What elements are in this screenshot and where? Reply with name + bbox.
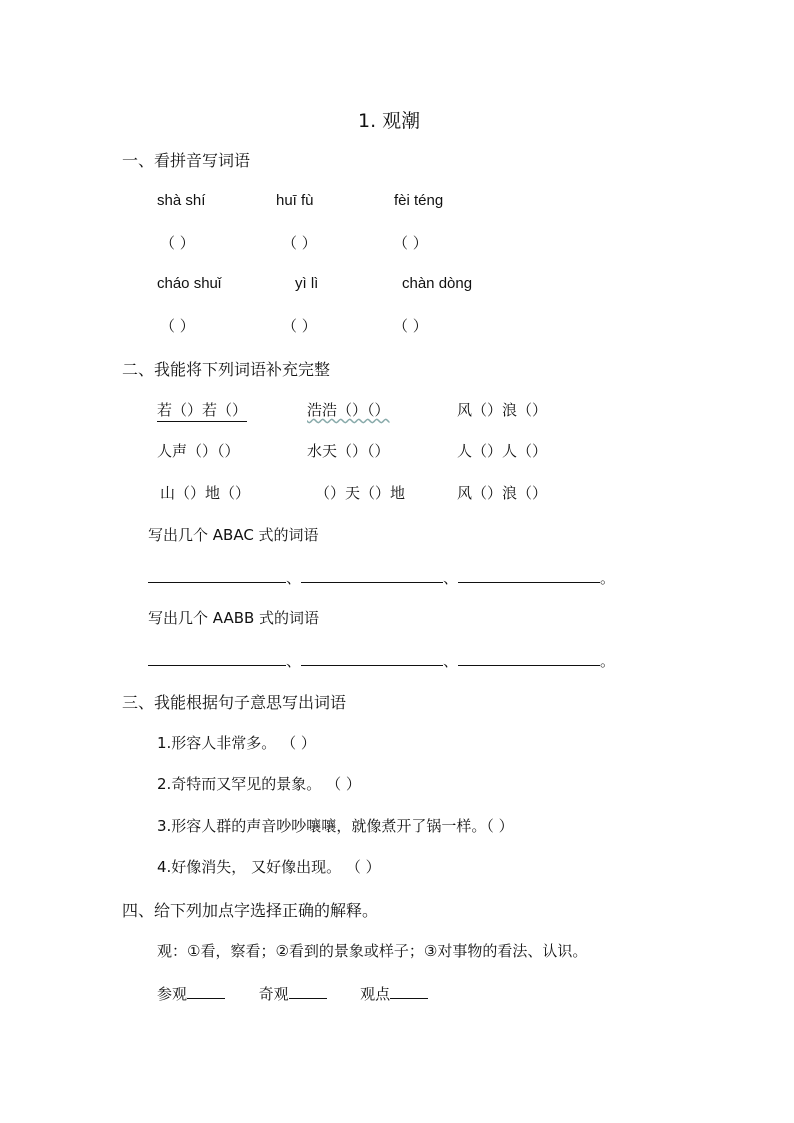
blank-line[interactable]: [289, 982, 327, 999]
section-3-heading: 三、我能根据句子意思写出词语: [122, 693, 347, 712]
abac-blanks: [148, 566, 615, 588]
blank-line[interactable]: [187, 982, 225, 999]
word-qiguan: 奇观: [258, 985, 289, 1003]
idiom-2[interactable]: 浩浩（）（）: [307, 401, 390, 419]
period: 。: [600, 652, 616, 670]
blank-line[interactable]: [390, 982, 428, 999]
idiom-7[interactable]: 山（）地（）: [160, 484, 251, 502]
pinyin-2: huī fù: [276, 192, 314, 209]
idiom-3[interactable]: 风（）浪（）: [457, 401, 548, 419]
answer-paren-2[interactable]: （ ）: [282, 234, 317, 252]
word-canguan: 参观: [157, 985, 188, 1003]
question-2[interactable]: 2.奇特而又罕见的景象。 （ ）: [157, 775, 361, 793]
blank-line[interactable]: [301, 649, 443, 666]
aabb-prompt: 写出几个 AABB 式的词语: [148, 609, 320, 627]
answer-paren-6[interactable]: （ ）: [393, 317, 428, 335]
question-3[interactable]: 3.形容人群的声音吵吵嚷嚷，就像煮开了锅一样。（ ）: [157, 817, 514, 835]
idiom-9[interactable]: 风（）浪（）: [457, 484, 548, 502]
period: 。: [600, 569, 616, 587]
idiom-6[interactable]: 人（）人（）: [457, 442, 548, 460]
pinyin-3: fèi téng: [394, 192, 444, 209]
separator: 、: [443, 569, 459, 587]
word-guandian: 观点: [360, 985, 391, 1003]
separator: 、: [443, 652, 459, 670]
blank-line[interactable]: [148, 649, 286, 666]
blank-line[interactable]: [148, 566, 286, 583]
answer-paren-3[interactable]: （ ）: [393, 234, 428, 252]
blank-line[interactable]: [301, 566, 443, 583]
question-4[interactable]: 4.好像消失， 又好像出现。 （ ）: [157, 858, 381, 876]
idiom-4[interactable]: 人声（）（）: [157, 442, 240, 460]
pinyin-1: shà shí: [157, 192, 206, 209]
aabb-blanks: [148, 649, 615, 671]
pinyin-5: yì lì: [295, 275, 319, 292]
idiom-1[interactable]: 若（）若（）: [157, 399, 247, 422]
page-title: 1. 观潮: [358, 110, 421, 132]
idiom-5[interactable]: 水天（）（）: [307, 442, 390, 460]
answer-paren-1[interactable]: （ ）: [160, 234, 195, 252]
idiom-8[interactable]: （）天（）地: [315, 484, 406, 502]
word-answers: [157, 982, 428, 1004]
blank-line[interactable]: [458, 566, 600, 583]
answer-paren-5[interactable]: （ ）: [282, 317, 317, 335]
question-1[interactable]: 1.形容人非常多。 （ ）: [157, 734, 316, 752]
pinyin-4: cháo shuǐ: [157, 275, 222, 292]
section-1-heading: 一、看拼音写词语: [122, 151, 251, 170]
section-2-heading: 二、我能将下列词语补充完整: [122, 360, 331, 379]
blank-line[interactable]: [458, 649, 600, 666]
separator: 、: [286, 569, 302, 587]
abac-prompt: 写出几个 ABAC 式的词语: [148, 526, 319, 544]
separator: 、: [286, 652, 302, 670]
answer-paren-4[interactable]: （ ）: [160, 317, 195, 335]
pinyin-6: chàn dòng: [402, 275, 473, 292]
section-4-heading: 四、给下列加点字选择正确的解释。: [122, 901, 379, 920]
definition: 观：①看，察看；②看到的景象或样子；③对事物的看法、认识。: [157, 942, 588, 960]
